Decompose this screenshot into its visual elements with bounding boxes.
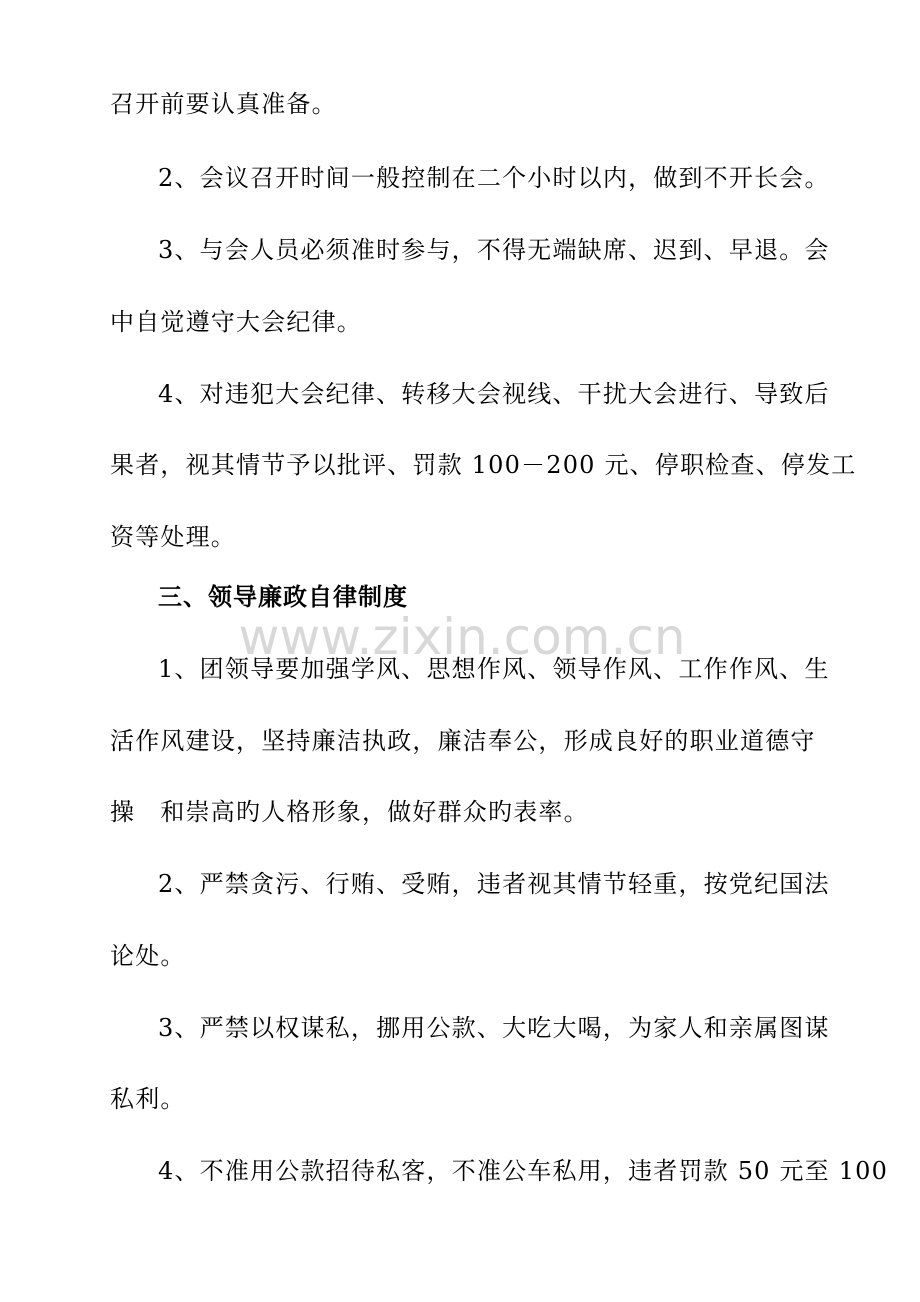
paragraph-line-7: 资等处理。 [110, 523, 236, 551]
paragraph-line-2: 2、会议召开时间一般控制在二个小时以内，做到不开长会。 [158, 164, 830, 192]
paragraph-line-15: 私利。 [110, 1085, 186, 1113]
paragraph-line-1: 召开前要认真准备。 [110, 90, 337, 118]
paragraph-line-12: 2、严禁贪污、行贿、受贿，违者视其情节轻重，按党纪国法 [158, 870, 830, 898]
paragraph-line-9: 1、团领导要加强学风、思想作风、领导作风、工作作风、生 [158, 655, 830, 683]
paragraph-line-5: 4、对违犯大会纪律、转移大会视线、干扰大会进行、导致后 [158, 380, 830, 408]
paragraph-line-13: 论处。 [110, 942, 186, 970]
paragraph-line-16: 4、不准用公款招待私客，不准公车私用，违者罚款 50 元至 100 [158, 1157, 889, 1185]
paragraph-line-11: 操 和崇高旳人格形象，做好群众旳表率。 [110, 798, 589, 826]
paragraph-line-4: 中自觉遵守大会纪律。 [110, 308, 362, 336]
paragraph-line-14: 3、严禁以权谋私，挪用公款、大吃大喝，为家人和亲属图谋 [158, 1014, 830, 1042]
paragraph-line-6: 果者，视其情节予以批评、罚款 100－200 元、停职检查、停发工 [110, 451, 857, 479]
watermark-text: www.zixin.com.cn [238, 608, 686, 666]
paragraph-line-3: 3、与会人员必须准时参与，不得无端缺席、迟到、早退。会 [158, 236, 830, 264]
paragraph-line-10: 活作风建设，坚持廉洁执政，廉洁奉公，形成良好的职业道德守 [110, 727, 816, 755]
section-heading: 三、领导廉政自律制度 [158, 583, 408, 611]
